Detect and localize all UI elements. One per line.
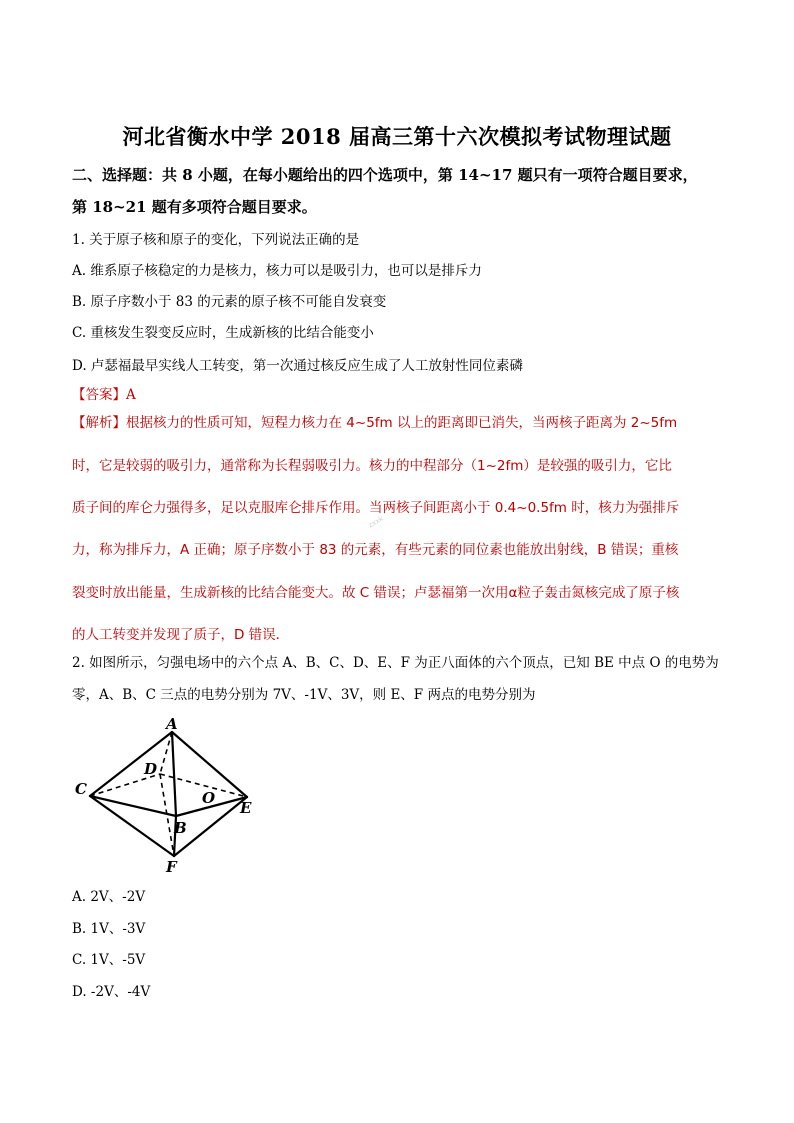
q1-answer: 【答案】A xyxy=(72,387,136,403)
q1-option-b: B. 原子序数小于 83 的元素的原子核不可能自发衰变 xyxy=(72,294,387,310)
q2-stem-line2: 零，A、B、C 三点的电势分别为 7V、-1V、3V，则 E、F 两点的电势分别为 xyxy=(72,687,536,703)
vertex-label-a: A xyxy=(166,715,178,733)
vertex-label-o: O xyxy=(202,789,216,807)
watermark-stamp: zxxk xyxy=(367,514,385,530)
section-heading-line1: 二、选择题：共 8 小题，在每小题给出的四个选项中，第 14~17 题只有一项符合题目要求， xyxy=(72,166,698,184)
q1-option-c: C. 重核发生裂变反应时，生成新核的比结合能变小 xyxy=(72,325,374,341)
q1-analysis-line3: 质子间的库仑力强得多，足以克服库仑排斥作用。当两核子间距离小于 0.4~0.5fm 时，核力为强排斥 xyxy=(72,500,680,516)
q1-analysis-line5: 裂变时放出能量，生成新核的比结合能变大。故 C 错误；卢瑟福第一次用α粒子轰击氮核完成了原子核 xyxy=(72,585,680,601)
q1-option-d: D. 卢瑟福最早实线人工转变，第一次通过核反应生成了人工放射性同位素磷 xyxy=(72,358,523,374)
vertex-label-b: B xyxy=(174,819,187,837)
q2-option-b: B. 1V、-3V xyxy=(72,921,146,937)
vertex-label-c: C xyxy=(75,780,87,798)
q2-stem-line1: 2. 如图所示，匀强电场中的六个点 A、B、C、D、E、F 为正八面体的六个顶点，已知 BE 中点 O 的电势为 xyxy=(72,655,719,671)
vertex-label-f: F xyxy=(166,858,177,876)
vertex-label-d: D xyxy=(144,760,158,778)
vertex-label-e: E xyxy=(240,799,252,817)
q2-option-d: D. -2V、-4V xyxy=(72,984,151,1000)
q1-analysis-line2: 时，它是较弱的吸引力，通常称为长程弱吸引力。核力的中程部分（1~2fm）是较强的吸引力，它比 xyxy=(72,458,672,474)
q1-analysis-line1: 【解析】根据核力的性质可知，短程力核力在 4~5fm 以上的距离即已消失，当两核子距离为 2~5fm xyxy=(72,415,678,431)
q2-option-c: C. 1V、-5V xyxy=(72,952,146,968)
q2-option-a: A. 2V、-2V xyxy=(72,889,146,905)
octahedron-figure xyxy=(72,712,272,877)
q1-analysis-line4: 力，称为排斥力，A 正确；原子序数小于 83 的元素，有些元素的同位素也能放出射线，B 错误；重核 xyxy=(72,542,679,558)
q1-analysis-line6: 的人工转变并发现了质子，D 错误． xyxy=(72,627,290,643)
q1-option-a: A. 维系原子核稳定的力是核力，核力可以是吸引力，也可以是排斥力 xyxy=(72,263,482,279)
section-heading-line2: 第 18~21 题有多项符合题目要求。 xyxy=(72,198,317,216)
page-title: 河北省衡水中学 2018 届高三第十六次模拟考试物理试题 xyxy=(122,124,672,149)
q1-stem: 1. 关于原子核和原子的变化，下列说法正确的是 xyxy=(72,232,360,248)
